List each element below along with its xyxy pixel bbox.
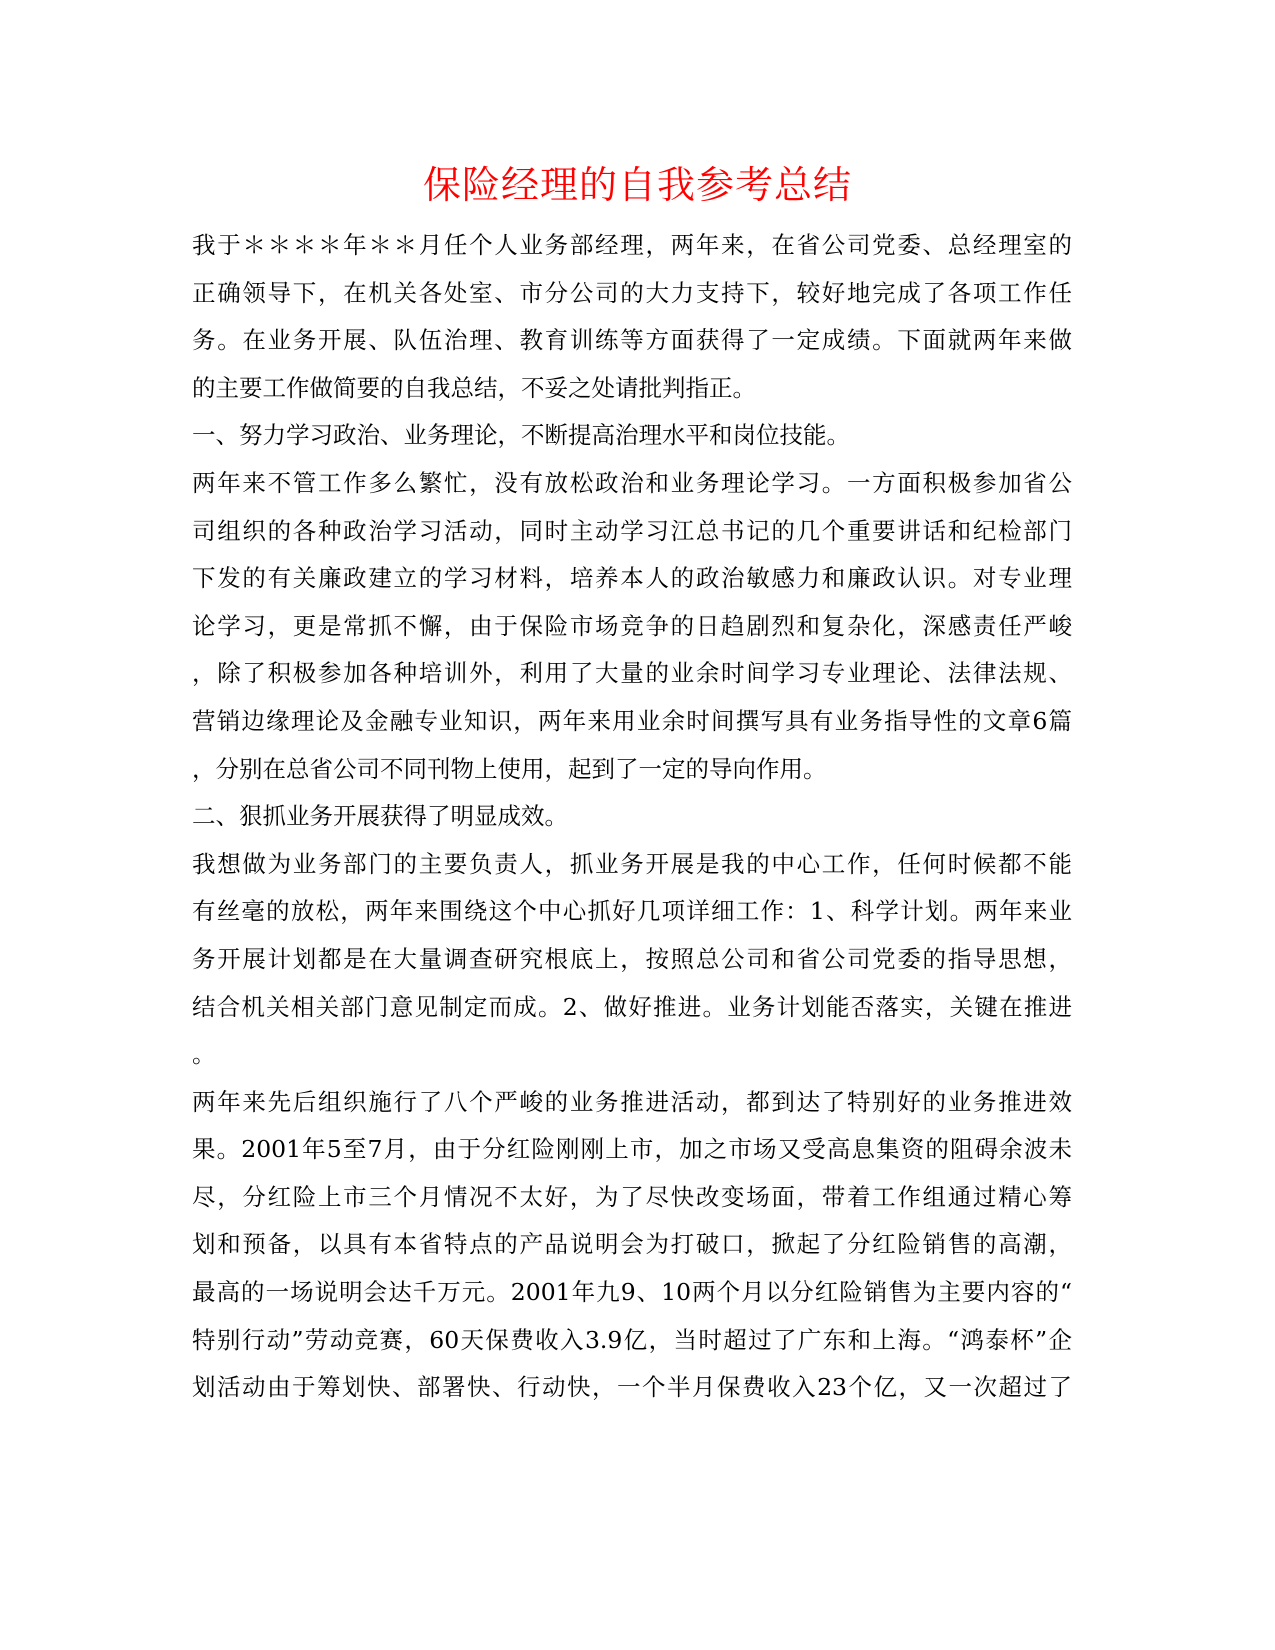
- body-line: 两年来先后组织施行了八个严峻的业务推进活动，都到达了特别好的业务推进效: [192, 1087, 1072, 1116]
- body-line: 尽，分红险上市三个月情况不太好，为了尽快改变场面，带着工作组通过精心筹: [192, 1182, 1072, 1211]
- body-line: 果。2001年5至7月，由于分红险刚刚上市，加之市场又受高息集资的阻碍余波未: [192, 1135, 1072, 1164]
- document-body: [192, 222, 1072, 1412]
- body-line: 论学习，更是常抓不懈，由于保险市场竞争的日趋剧烈和复杂化，深感责任严峻: [192, 611, 1072, 640]
- body-line: ，除了积极参加各种培训外，利用了大量的业余时间学习专业理论、法律法规、: [192, 659, 1072, 688]
- document-title: 保险经理的自我参考总结: [422, 163, 852, 207]
- body-line: ，分别在总省公司不同刊物上使用，起到了一定的导向作用。: [192, 754, 827, 783]
- body-line: 我想做为业务部门的主要负责人，抓业务开展是我的中心工作，任何时候都不能: [192, 849, 1072, 878]
- body-line: 两年来不管工作多么繁忙，没有放松政治和业务理论学习。一方面积极参加省公: [192, 468, 1072, 497]
- body-line: 特别行动”劳动竞赛，60天保费收入3.9亿，当时超过了广东和上海。“鸿泰杯”企: [192, 1325, 1072, 1354]
- body-line: 结合机关相关部门意见制定而成。2、做好推进。业务计划能否落实，关键在推进: [192, 992, 1072, 1021]
- body-line: 务。在业务开展、队伍治理、教育训练等方面获得了一定成绩。下面就两年来做: [192, 326, 1072, 355]
- body-line: 务开展计划都是在大量调查研究根底上，按照总公司和省公司党委的指导思想，: [192, 944, 1072, 973]
- body-line: 下发的有关廉政建立的学习材料，培养本人的政治敏感力和廉政认识。对专业理: [192, 564, 1072, 593]
- body-line: 最高的一场说明会达千万元。2001年九9、10两个月以分红险销售为主要内容的“: [192, 1278, 1072, 1307]
- body-line: 。: [192, 1040, 216, 1069]
- section-heading: 一、努力学习政治、业务理论，不断提高治理水平和岗位技能。: [192, 421, 850, 450]
- body-line: 司组织的各种政治学习活动，同时主动学习江总书记的几个重要讲话和纪检部门: [192, 516, 1072, 545]
- body-line: 有丝毫的放松，两年来围绕这个中心抓好几项详细工作：1、科学计划。两年来业: [192, 897, 1072, 926]
- body-line: 营销边缘理论及金融专业知识，两年来用业余时间撰写具有业务指导性的文章6篇: [192, 706, 1072, 735]
- body-line: 划和预备，以具有本省特点的产品说明会为打破口，掀起了分红险销售的高潮，: [192, 1230, 1072, 1259]
- body-line: 我于＊＊＊＊年＊＊月任个人业务部经理，两年来，在省公司党委、总经理室的: [192, 231, 1072, 259]
- section-heading: 二、狠抓业务开展获得了明显成效。: [192, 802, 568, 831]
- body-line: 正确领导下，在机关各处室、市分公司的大力支持下，较好地完成了各项工作任: [192, 278, 1072, 307]
- body-line: 的主要工作做简要的自我总结，不妥之处请批判指正。: [192, 373, 756, 402]
- body-line: 划活动由于筹划快、部署快、行动快，一个半月保费收入23个亿，又一次超过了: [192, 1373, 1072, 1402]
